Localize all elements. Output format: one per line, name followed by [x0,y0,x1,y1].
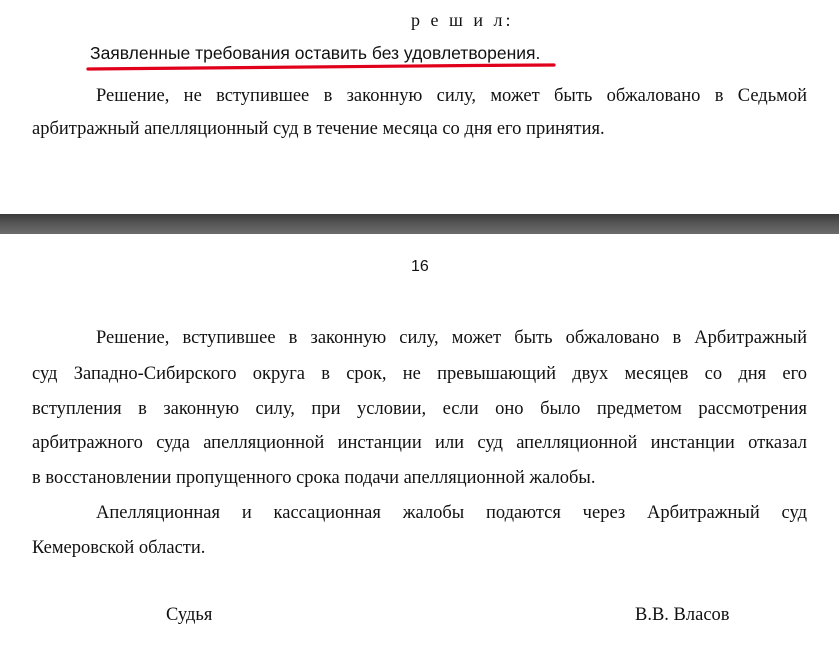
page-separator [0,214,839,234]
signature-role: Судья [166,605,213,625]
appeal-paragraph-line: арбитражный апелляционный суд в течение месяца со дня его принятия. [32,119,605,139]
cassation-paragraph-line: Решение, вступившее в законную силу, может быть обжаловано в Арбитражный [96,328,807,348]
appeal-paragraph-line: Решение, не вступившее в законную силу, может быть обжаловано в Седьмой [96,86,807,106]
decision-text: Заявленные требования оставить без удовлетворения. [90,43,541,63]
cassation-paragraph-line: арбитражного суда апелляционной инстанции или суд апелляционной инстанции отказал [32,433,807,453]
cassation-paragraph-line: в восстановлении пропущенного срока подачи апелляционной жалобы. [32,468,596,488]
signature-name: В.В. Власов [635,605,730,625]
page-number: 16 [411,258,429,275]
red-underline-annotation [86,63,556,73]
filing-paragraph-line: Апелляционная и кассационная жалобы подаются через Арбитражный суд [96,503,807,523]
cassation-paragraph-line: вступления в законную силу, при условии, если оно было предметом рассмотрения [32,399,807,419]
document-page-top [0,0,839,214]
cassation-paragraph-line: суд Западно-Сибирского округа в срок, не превышающий двух месяцев со дня его [32,364,807,384]
decision-heading: р е ш и л: [411,10,514,30]
filing-paragraph-line: Кемеровской области. [32,538,206,558]
